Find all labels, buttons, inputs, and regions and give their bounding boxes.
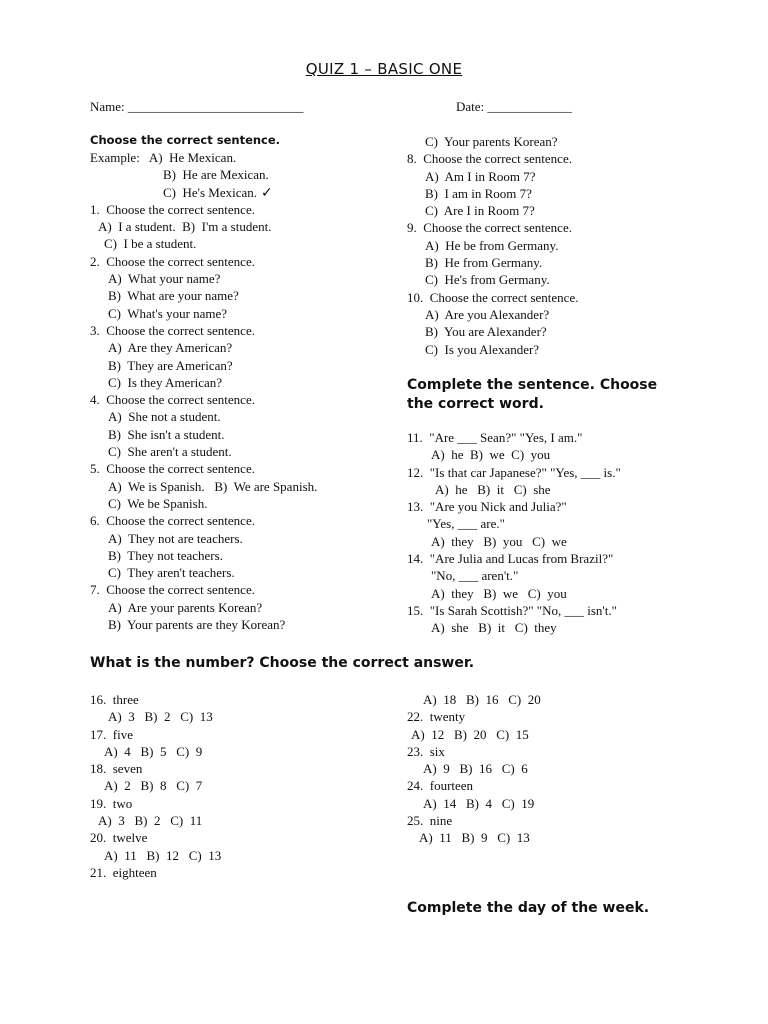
quiz-line (407, 812, 707, 829)
quiz-line (407, 289, 737, 306)
question-list-col2 (407, 133, 737, 358)
line-text: 11. "Are ___ Sean?" "Yes, I am." (407, 430, 583, 445)
line-text: 6. Choose the correct sentence. (90, 513, 255, 529)
line-text: A) He be from Germany. (425, 237, 559, 253)
quiz-line (407, 429, 747, 446)
line-text: C) What's your name? (108, 305, 228, 321)
quiz-line (407, 185, 737, 202)
checkmark-icon: ✓ (261, 184, 273, 201)
quiz-line (90, 235, 400, 252)
quiz-line (90, 426, 400, 443)
quiz-line (407, 795, 707, 812)
line-text: A) they B) you C) we (431, 533, 567, 549)
line-text: A) They not are teachers. (108, 530, 243, 546)
line-text: 14. "Are Julia and Lucas from Brazil?" (407, 551, 614, 567)
line-text: A) 9 B) 16 C) 6 (423, 761, 528, 777)
line-text: A) 14 B) 4 C) 19 (423, 795, 535, 811)
quiz-line (90, 581, 400, 598)
line-text: C) Is they American? (108, 374, 223, 390)
line-text: 23. six (407, 743, 445, 759)
line-text: A) they B) we C) you (431, 585, 567, 601)
quiz-title: QUIZ 1 – BASIC ONE (305, 60, 463, 78)
line-text: 2. Choose the correct sentence. (90, 253, 255, 269)
line-text: C) We be Spanish. (108, 495, 208, 511)
line-text: 25. nine (407, 813, 453, 829)
line-text: A) What your name? (108, 271, 221, 287)
line-text: A) 12 B) 20 C) 15 (411, 726, 529, 742)
quiz-line (407, 271, 737, 288)
week-section-heading: Complete the day of the week. (407, 900, 650, 916)
line-text: C) He's from Germany. (425, 272, 550, 288)
quiz-line (90, 460, 400, 477)
line-text: C) Your parents Korean? (425, 134, 558, 149)
line-text: A) Am I in Room 7? (425, 168, 536, 184)
quiz-line (90, 339, 400, 356)
section-heading: Choose the correct sentence. (90, 133, 281, 147)
line-text: B) He are Mexican. (163, 167, 269, 183)
line-text: C) She aren't a student. (108, 444, 232, 460)
line-text: 4. Choose the correct sentence. (90, 392, 255, 408)
quiz-line (407, 150, 737, 167)
quiz-line (90, 795, 390, 812)
quiz-line (407, 760, 707, 777)
quiz-line (90, 847, 390, 864)
quiz-line (90, 864, 390, 881)
quiz-line (90, 357, 400, 374)
date-field[interactable]: Date: _____________ (456, 99, 572, 114)
quiz-line (90, 691, 390, 708)
quiz-line (407, 306, 737, 323)
quiz-line (407, 481, 747, 498)
line-text: A) 11 B) 9 C) 13 (419, 830, 530, 846)
line-text: 22. twenty (407, 709, 466, 725)
number-list-col1 (90, 691, 390, 881)
line-text: 13. "Are you Nick and Julia?" (407, 499, 567, 515)
quiz-line (90, 253, 400, 270)
quiz-line (407, 585, 747, 602)
line-text: B) They are American? (108, 357, 233, 373)
line-text: A) She not a student. (108, 409, 221, 425)
quiz-line (407, 219, 737, 236)
line-text: 24. fourteen (407, 778, 474, 794)
quiz-line (90, 374, 400, 391)
quiz-line (90, 564, 400, 581)
number-section-heading: What is the number? Choose the correct answer. (90, 655, 475, 671)
line-text: 20. twelve (90, 830, 148, 846)
line-text: "No, ___ aren't." (431, 568, 519, 584)
line-text: 18. seven (90, 761, 143, 777)
quiz-line (90, 777, 390, 794)
quiz-line (407, 550, 747, 567)
heading-line-2: the correct word. (407, 396, 544, 412)
line-text: A) 4 B) 5 C) 9 (104, 743, 203, 759)
question-list (90, 149, 400, 633)
heading-line-1: Complete the sentence. Choose (407, 377, 658, 393)
quiz-line (90, 547, 400, 564)
quiz-line (407, 133, 737, 150)
quiz-line (407, 726, 707, 743)
line-text: 3. Choose the correct sentence. (90, 322, 255, 338)
line-text: 8. Choose the correct sentence. (407, 151, 572, 167)
quiz-line (90, 512, 400, 529)
line-text: A) 2 B) 8 C) 7 (104, 778, 203, 794)
quiz-line (407, 254, 737, 271)
line-text: 16. three (90, 692, 139, 707)
number-list-col2 (407, 691, 707, 847)
quiz-line (407, 168, 737, 185)
line-text: B) I am in Room 7? (425, 185, 532, 201)
quiz-line (407, 602, 747, 619)
line-text: B) You are Alexander? (425, 324, 547, 340)
line-text: A) Are your parents Korean? (108, 599, 263, 615)
section-choose-sentence-col1 (90, 132, 400, 633)
line-text: C) I be a student. (104, 236, 197, 252)
quiz-line (90, 287, 400, 304)
quiz-line (90, 708, 390, 725)
quiz-line (407, 237, 737, 254)
quiz-line (90, 495, 400, 512)
line-text: 19. two (90, 795, 133, 811)
quiz-line (90, 760, 390, 777)
quiz-line (90, 184, 400, 201)
line-text: 1. Choose the correct sentence. (90, 201, 255, 217)
line-text: C) They aren't teachers. (108, 565, 235, 581)
quiz-line (90, 270, 400, 287)
line-text: A) 3 B) 2 C) 11 (98, 813, 203, 829)
quiz-line (90, 616, 400, 633)
quiz-line (407, 323, 737, 340)
line-text: A) he B) it C) she (435, 481, 551, 497)
line-text: A) We is Spanish. B) We are Spanish. (108, 478, 318, 494)
line-text: 10. Choose the correct sentence. (407, 289, 579, 305)
line-text: 17. five (90, 726, 133, 742)
line-text: A) 11 B) 12 C) 13 (104, 847, 222, 863)
quiz-line (407, 829, 707, 846)
line-text: 7. Choose the correct sentence. (90, 582, 255, 598)
line-text: A) 3 B) 2 C) 13 (108, 709, 213, 725)
quiz-line (407, 567, 747, 584)
line-text: 5. Choose the correct sentence. (90, 461, 255, 477)
quiz-line (90, 322, 400, 339)
line-text: A) he B) we C) you (431, 447, 551, 463)
quiz-line (407, 691, 707, 708)
line-text: B) She isn't a student. (108, 426, 225, 442)
quiz-line (407, 708, 707, 725)
line-text: C) Are I in Room 7? (425, 203, 535, 219)
quiz-line (90, 166, 400, 183)
quiz-line (407, 743, 707, 760)
line-text: 12. "Is that car Japanese?" "Yes, ___ is." (407, 464, 621, 480)
quiz-line (407, 619, 747, 636)
line-text: Example: A) He Mexican. (90, 150, 237, 165)
quiz-line (90, 478, 400, 495)
quiz-line (407, 341, 737, 358)
quiz-line (90, 812, 390, 829)
quiz-line (90, 599, 400, 616)
quiz-line (90, 743, 390, 760)
quiz-line (407, 202, 737, 219)
line-text: A) 18 B) 16 C) 20 (423, 692, 541, 707)
quiz-line (90, 201, 400, 218)
line-text: "Yes, ___ are." (427, 516, 505, 532)
quiz-line (90, 391, 400, 408)
quiz-line (90, 443, 400, 460)
quiz-line (90, 726, 390, 743)
quiz-line (90, 408, 400, 425)
quiz-line (90, 829, 390, 846)
line-text: A) she B) it C) they (431, 620, 557, 636)
quiz-line (407, 446, 747, 463)
line-text: B) He from Germany. (425, 255, 543, 271)
complete-sentence-list (407, 429, 747, 637)
quiz-line (407, 498, 747, 515)
line-text: A) Are you Alexander? (425, 306, 550, 322)
quiz-line (407, 533, 747, 550)
complete-sentence-heading (407, 376, 737, 414)
quiz-line (407, 464, 747, 481)
line-text: A) I a student. B) I'm a student. (98, 219, 272, 235)
quiz-line (90, 218, 400, 235)
line-text: A) Are they American? (108, 340, 233, 356)
line-text: B) They not teachers. (108, 547, 223, 563)
line-text: B) What are your name? (108, 288, 239, 304)
quiz-line (90, 149, 400, 166)
line-text: B) Your parents are they Korean? (108, 617, 286, 633)
quiz-line (407, 515, 747, 532)
quiz-line (407, 777, 707, 794)
quiz-line (90, 305, 400, 322)
line-text: 15. "Is Sarah Scottish?" "No, ___ isn't." (407, 602, 617, 618)
line-text: 9. Choose the correct sentence. (407, 220, 572, 236)
line-text: C) Is you Alexander? (425, 341, 540, 357)
name-field[interactable]: Name: ___________________________ (90, 99, 304, 114)
line-text: C) He's Mexican. (163, 184, 258, 200)
line-text: 21. eighteen (90, 864, 157, 880)
quiz-line (90, 530, 400, 547)
